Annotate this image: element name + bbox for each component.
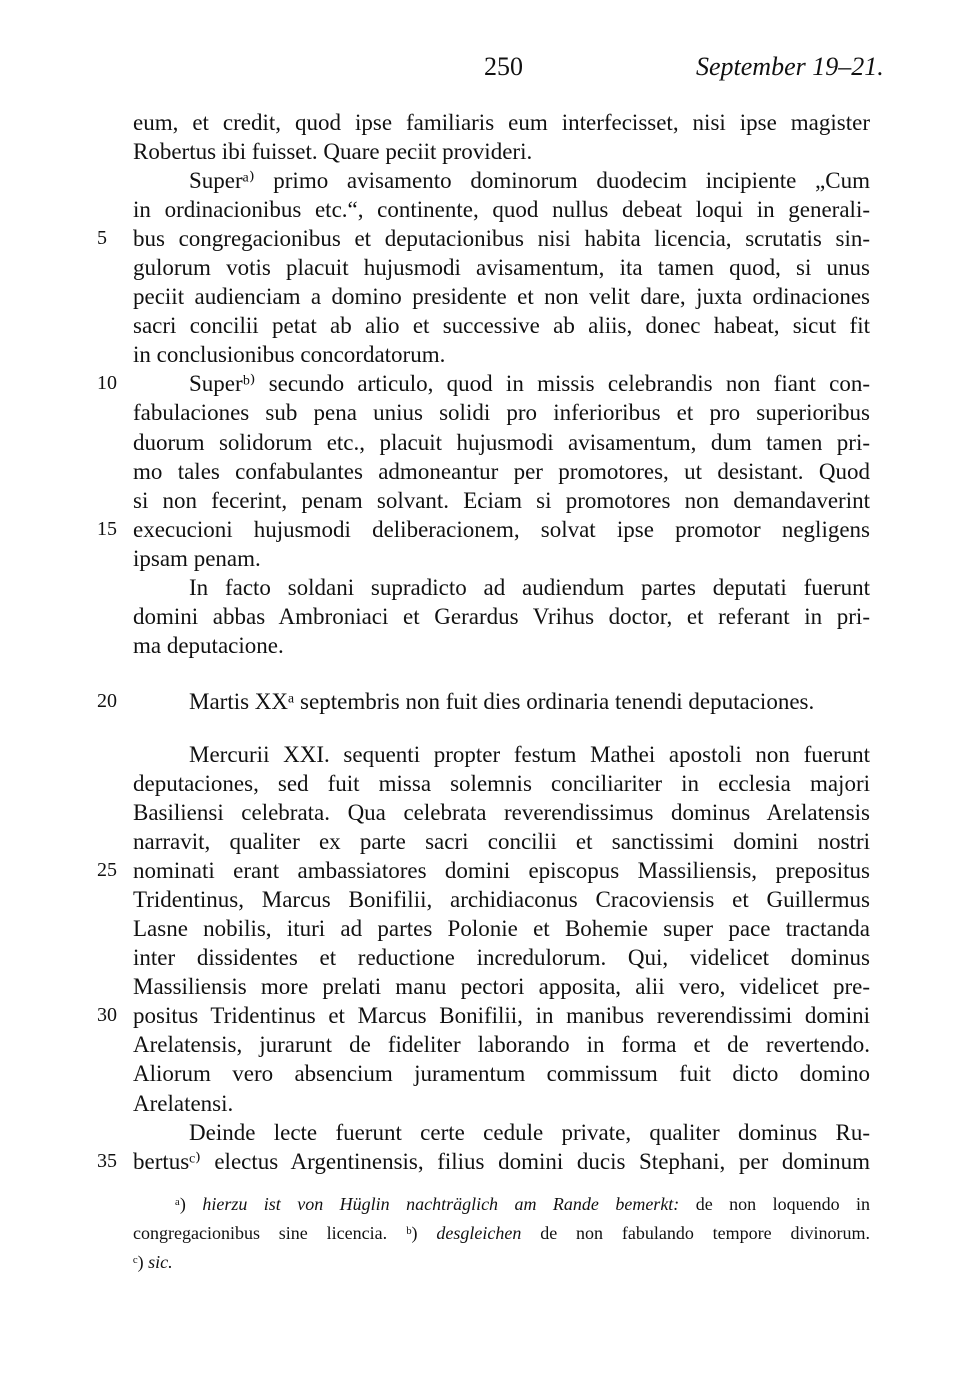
line-number: 35 [97,1149,117,1172]
text-line-content: bertusᶜ⁾ electus Argentinensis, filius domini ducis Stephani, per dominum [133,1148,870,1174]
text-line: Mercurii XXI. sequenti propter festum Mathei apostoli non fuerunt [189,741,870,767]
text-line: Robertus ibi fuisset. Quare peciit provideri. [133,139,533,165]
text-line: deputaciones, sed fuit missa solemnis conciliariter in ecclesia majori [133,770,870,796]
text-line-numbered [97,224,870,253]
text-line: Lasne nobilis, ituri ad partes Polonie et Bohemie super pace tractanda [133,916,870,942]
text-line-numbered [97,856,870,885]
text-line: Arelatensi. [133,1090,234,1116]
footnote-a-mark: ᵃ) [175,1194,186,1214]
text-line: in ordinacionibus etc.“, continente, quod nullus debeat loqui in generali- [133,197,870,223]
text-line: Arelatensis, jurarunt de fideliter laborando in forma et de revertendo. [133,1032,870,1058]
footnote-a-italic: hierzu ist von Hüglin nachträglich am Rande bemerkt: [202,1194,680,1214]
text-line-content: execucioni hujusmodi deliberacionem, solvat ipse promotor negligens [133,516,870,542]
text-line: peciit audienciam a domino presidente et non velit dare, juxta ordinaciones [133,284,870,310]
text-line-content: Superᵇ⁾ secundo articulo, quod in missis celebrandis non fiant con- [189,371,870,397]
text-line-content: positus Tridentinus et Marcus Bonifilii, in manibus reverendissimi domini [133,1003,870,1029]
text-line: Aliorum vero absencium juramentum commissum fuit dicto domino [133,1061,870,1087]
line-number: 5 [97,227,107,250]
text-line: si non fecerint, penam solvant. Eciam si promotores non demandaverint [133,487,870,513]
text-line: Tridentinus, Marcus Bonifilii, archidiaconus Cracoviensis et Guillermus [133,887,870,913]
footnote-b-text: de non fabulando tempore divinorum. [540,1223,870,1243]
text-line: eum, et credit, quod ipse familiaris eum interfecisset, nisi ipse magister [133,110,870,135]
text-line-numbered [97,687,870,716]
text-line: fabulaciones sub pena unius solidi pro inferioribus et pro superioribus [133,400,870,426]
line-number: 30 [97,1004,117,1027]
line-number: 20 [97,689,117,712]
text-line-numbered [97,1001,870,1030]
footnote-a-b [133,1219,870,1248]
text-line: gulorum votis placuit hujusmodi avisamentum, ita tamen quod, si unus [133,255,870,281]
text-line: Deinde lecte fuerunt certe cedule private, qualiter dominus Ru- [189,1119,870,1145]
text-line: In facto soldani supradicto ad audiendum partes deputati fuerunt [189,574,870,600]
text-line: domini abbas Ambroniaci et Gerardus Vrihus doctor, et referant in pri- [133,603,870,629]
footnote-b-mark: ᵇ) [405,1223,418,1243]
text-line-numbered [97,1147,870,1176]
footnote-c-mark: ᶜ) [133,1252,144,1272]
line-number: 25 [97,859,117,882]
running-header-date: September 19–21. [696,52,884,81]
text-line-numbered [97,369,870,398]
text-line: Massiliensis more prelati manu pectori apposita, alii vero, videlicet pre- [133,974,870,1000]
text-line: inter dissidentes et reductione incredulorum. Qui, videlicet dominus [133,945,870,971]
body-text [97,108,870,1176]
text-line: narravit, qualiter ex parte sacri concilii et sanctissimi domini nostri [133,829,870,855]
text-line: sacri concilii petat ab alio et successive ab aliis, donec habeat, sicut fit [133,313,870,339]
text-line-content: bus congregacionibus et deputacionibus nisi habita licencia, scrutatis sin- [133,226,870,252]
text-line: Basiliensi celebrata. Qua celebrata reverendissimus dominus Arelatensis [133,800,870,826]
footnote-a-text: de non loquendo in [695,1194,871,1214]
footnote-c-italic: sic. [148,1252,173,1272]
footnote-a-text-cont: congregacionibus sine licencia. [133,1223,388,1243]
text-line: mo tales confabulantes admoneantur per promotores, ut desistant. Quod [133,458,870,484]
text-line-numbered [97,515,870,544]
line-number: 10 [97,372,117,395]
text-line-content: nominati erant ambassiatores domini episcopus Massiliensis, prepositus [133,858,870,884]
text-line: duorum solidorum etc., placuit hujusmodi avisamentum, dum tamen pri- [133,429,870,455]
line-number: 15 [97,517,117,540]
footnote-c [133,1248,870,1277]
footnote-b-italic: desgleichen [436,1223,522,1243]
footnote-a [133,1190,870,1219]
text-line: Superᵃ⁾ primo avisamento dominorum duodecim incipiente „Cum [189,168,870,194]
text-line: ma deputacione. [133,632,284,658]
text-line: in conclusionibus concordatorum. [133,342,446,368]
footnotes [133,1190,870,1277]
text-line: ipsam penam. [133,545,261,571]
text-line-content: Martis XXᵃ septembris non fuit dies ordinaria tenendi deputaciones. [189,688,815,714]
page-number: 250 [484,52,523,81]
